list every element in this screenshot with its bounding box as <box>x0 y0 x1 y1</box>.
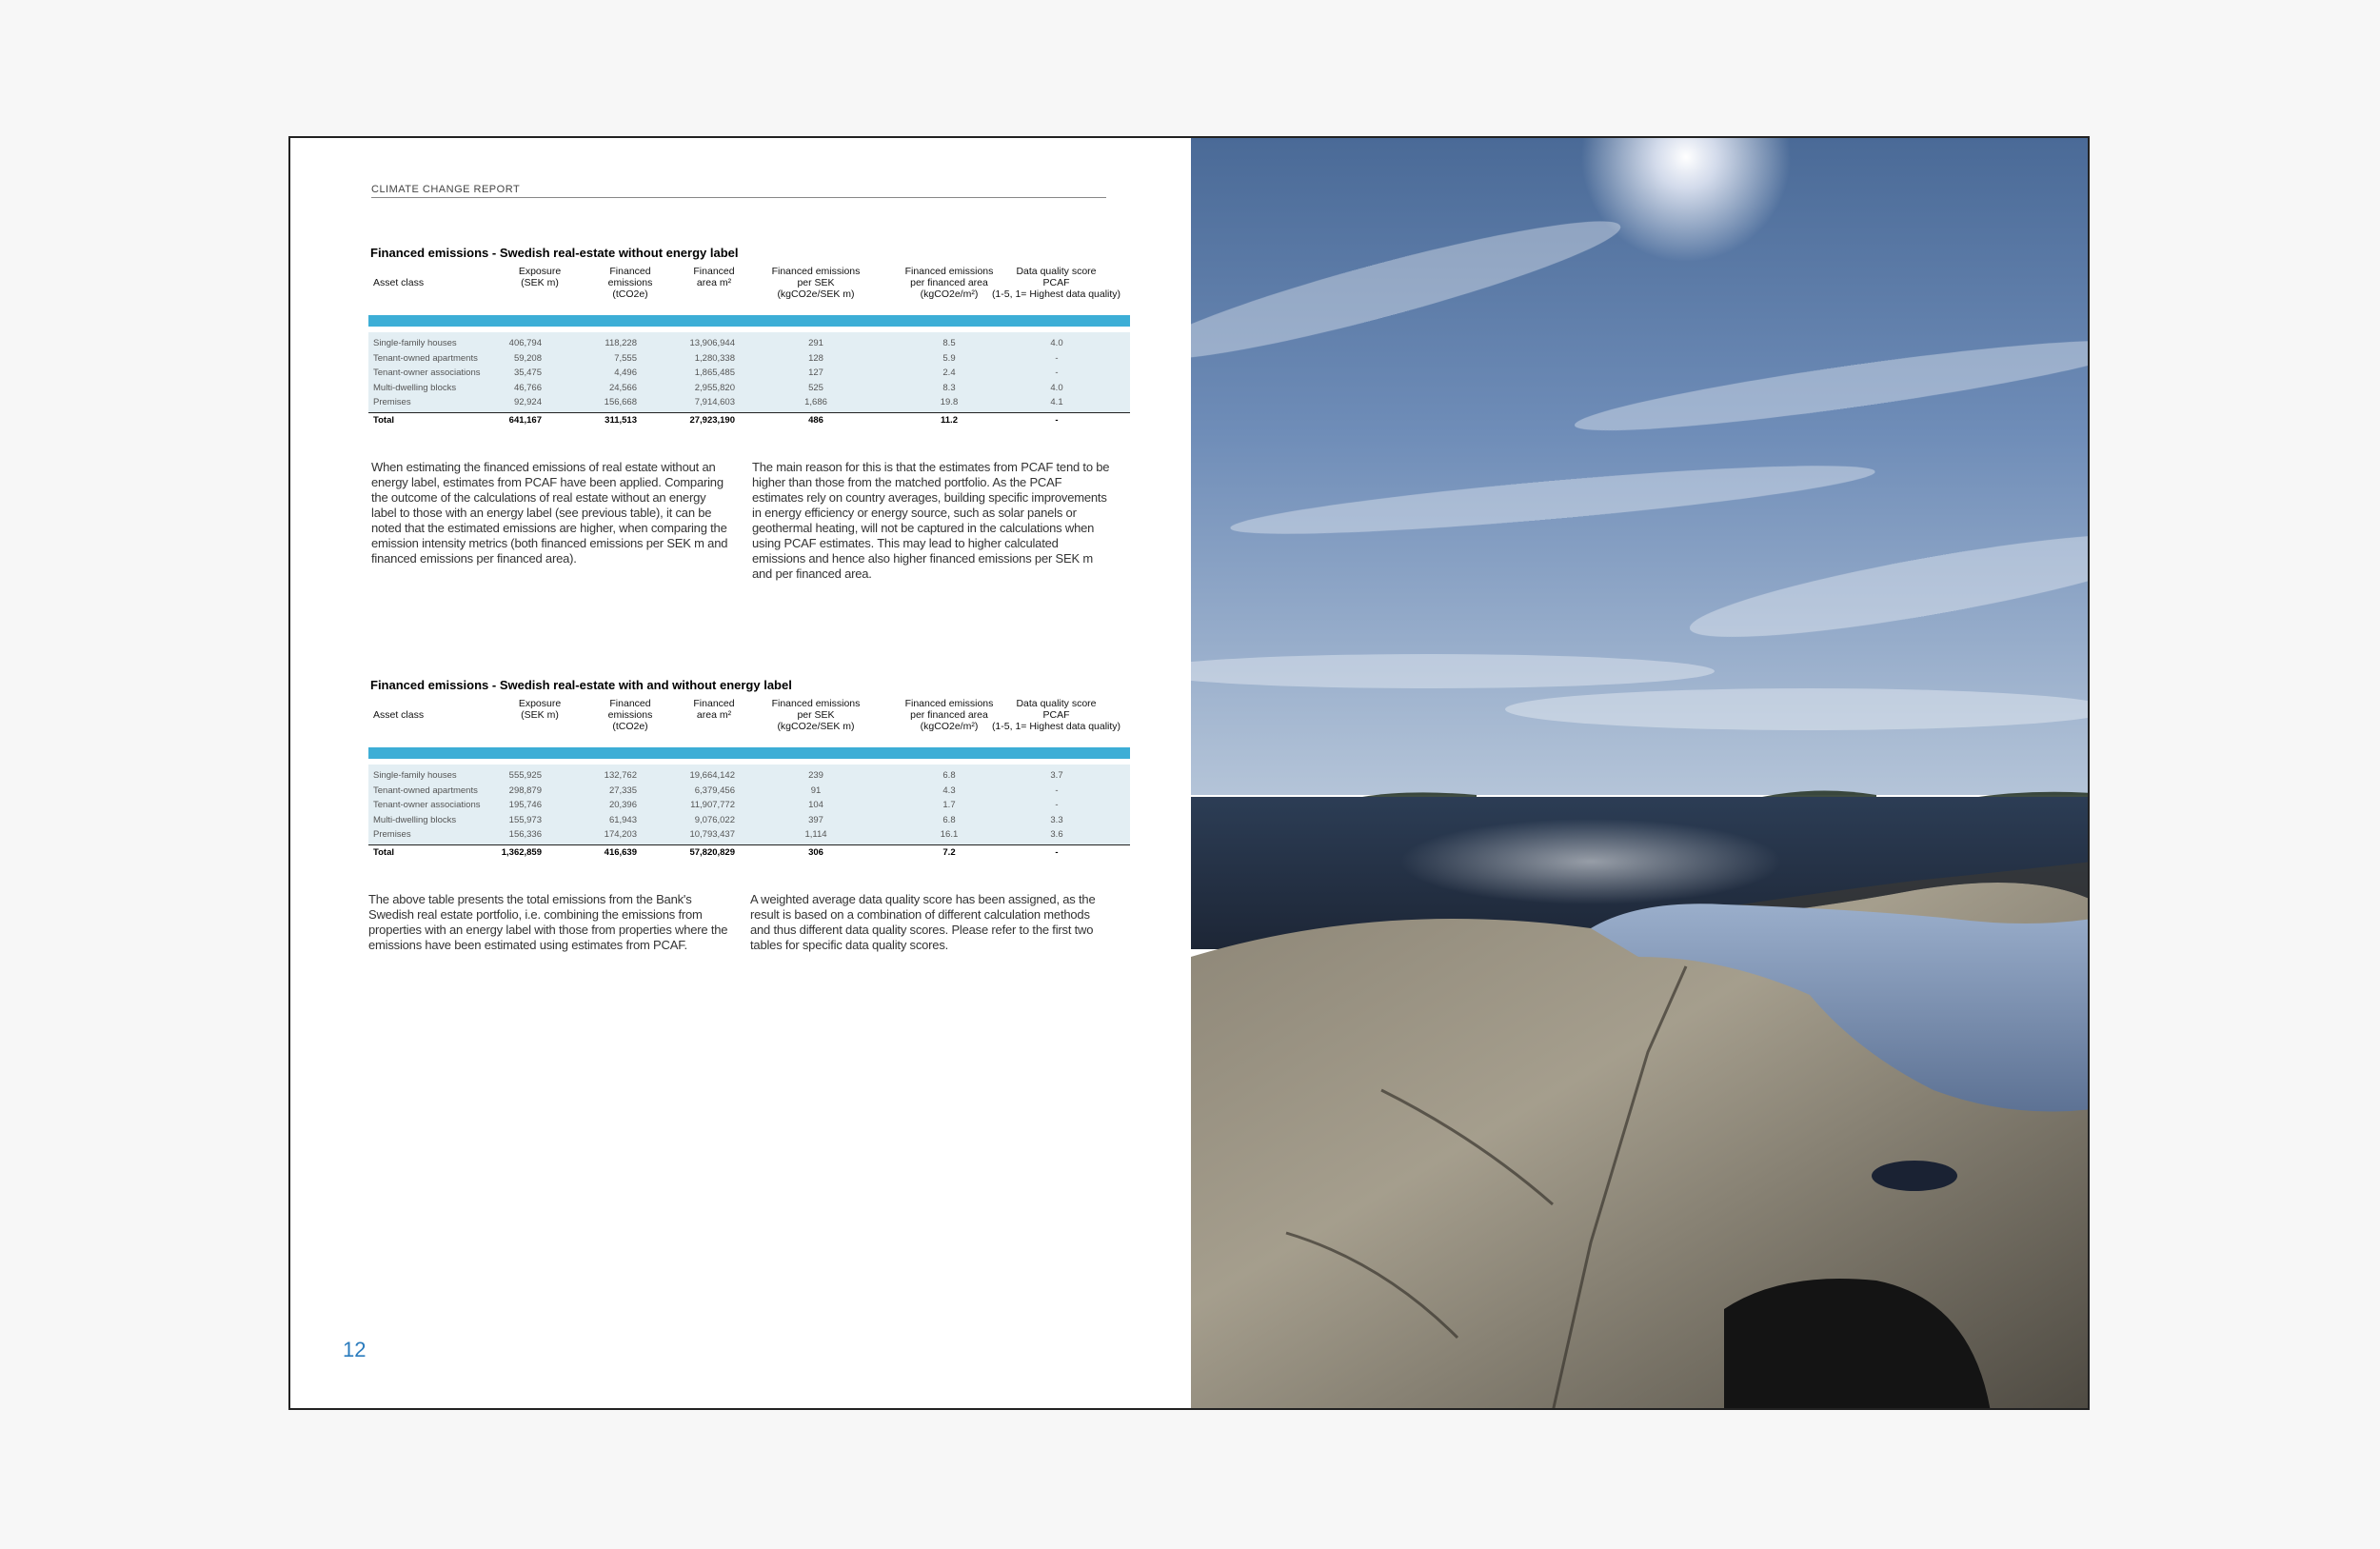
col-financed-emissions: Financed emissions (tCO2e) <box>607 266 653 300</box>
paragraph-main-reason: The main reason for this is that the estimates from PCAF tend to be higher than those from the matched portfolio. As the PCAF estimates rely on country averages, building specific improvements in energy efficiency or energy source, such as solar panels or geothermal heating, will not be captured in the calculations when using PCAF estimates. This may lead to higher calculated emissions and hence also higher financed emissions per SEK m and per financed area. <box>752 460 1110 581</box>
table1-body <box>368 332 1130 412</box>
table-row: Single-family houses 406,794 118,228 13,906,944 291 8.5 4.0 <box>373 338 1063 348</box>
table-row: Single-family houses 555,925 132,762 19,664,142 239 6.8 3.7 <box>373 770 1063 781</box>
table1 <box>368 266 1130 428</box>
table2-header: Asset class Exposure (SEK m) Financed emissions (tCO2e) Financed area m² Financed emissions per SEK (kgCO2e/SEK m) Financed emissions per financed area (kgCO2e/m²) Data quality score PCAF (1-5, 1= Highest data quality) <box>373 698 1121 732</box>
col-per-sek: Financed emissions per SEK (kgCO2e/SEK m) <box>771 266 861 300</box>
table-row: Multi-dwelling blocks 155,973 61,943 9,076,022 397 6.8 3.3 <box>373 814 1063 825</box>
table-row: Premises 156,336 174,203 10,793,437 1,114 16.1 3.6 <box>373 829 1063 840</box>
table2-body <box>368 765 1130 844</box>
document-spread <box>288 136 2090 1410</box>
table1-header <box>368 266 1130 313</box>
col-data-quality: Data quality score PCAF (1-5, 1= Highest data quality) <box>991 266 1121 300</box>
table2-header-band <box>368 747 1130 759</box>
col-per-area: Financed emissions per financed area (kgCO2e/m²) <box>904 266 994 300</box>
paragraph-pcaf-estimates: When estimating the financed emissions of real estate without an energy label, estimates from PCAF have been applied. Comparing the outcome of the calculations of real estate without an energy label to those with an energy label (see previous table), it can be noted that the estimated emissions are higher, when comparing the emission intensity metrics (both financed emissions per SEK m and financed emissions per financed area). <box>371 460 728 566</box>
table2-title: Financed emissions - Swedish real-estate with and without energy label <box>370 678 792 692</box>
col-asset-class: Asset class <box>373 277 425 288</box>
report-header: CLIMATE CHANGE REPORT <box>371 184 1106 198</box>
col-exposure: Exposure (SEK m) <box>518 266 562 288</box>
page-number: 12 <box>343 1338 367 1361</box>
table1-title: Financed emissions - Swedish real-estate without energy label <box>370 246 739 260</box>
table-row: Tenant-owned apartments 59,208 7,555 1,280,338 128 5.9 - <box>373 352 1059 364</box>
table1-total-row: Total 641,167 311,513 27,923,190 486 11.2 - <box>368 412 1130 428</box>
table-row: Premises 92,924 156,668 7,914,603 1,686 19.8 4.1 <box>373 397 1063 407</box>
col-financed-area: Financed area m² <box>693 266 735 288</box>
table-row: Tenant-owned apartments 298,879 27,335 6,379,456 91 4.3 - <box>373 784 1059 796</box>
table-row: Tenant-owner associations 35,475 4,496 1,865,485 127 2.4 - <box>373 367 1059 378</box>
table-row: Tenant-owner associations 195,746 20,396 11,907,772 104 1.7 - <box>373 800 1059 810</box>
left-page <box>290 138 1191 1408</box>
paragraph-weighted-score: A weighted average data quality score has been assigned, as the result is based on a combination of different calculation methods and thus different data quality scores. Please refer to the first two tables for specific data quality scores. <box>750 892 1096 952</box>
table1-header-band <box>368 315 1130 327</box>
table2 <box>368 698 1130 861</box>
table-row: Multi-dwelling blocks 46,766 24,566 2,955,820 525 8.3 4.0 <box>373 382 1063 393</box>
paragraph-total-emissions: The above table presents the total emissions from the Bank's Swedish real estate portfolio, i.e. combining the emissions from properties with an energy label with those from properties where the emissions have been estimated using estimates from PCAF. <box>368 892 728 952</box>
landscape-photo <box>1191 138 2090 1408</box>
table2-total-row: Total 1,362,859 416,639 57,820,829 306 7.2 - <box>368 844 1130 861</box>
